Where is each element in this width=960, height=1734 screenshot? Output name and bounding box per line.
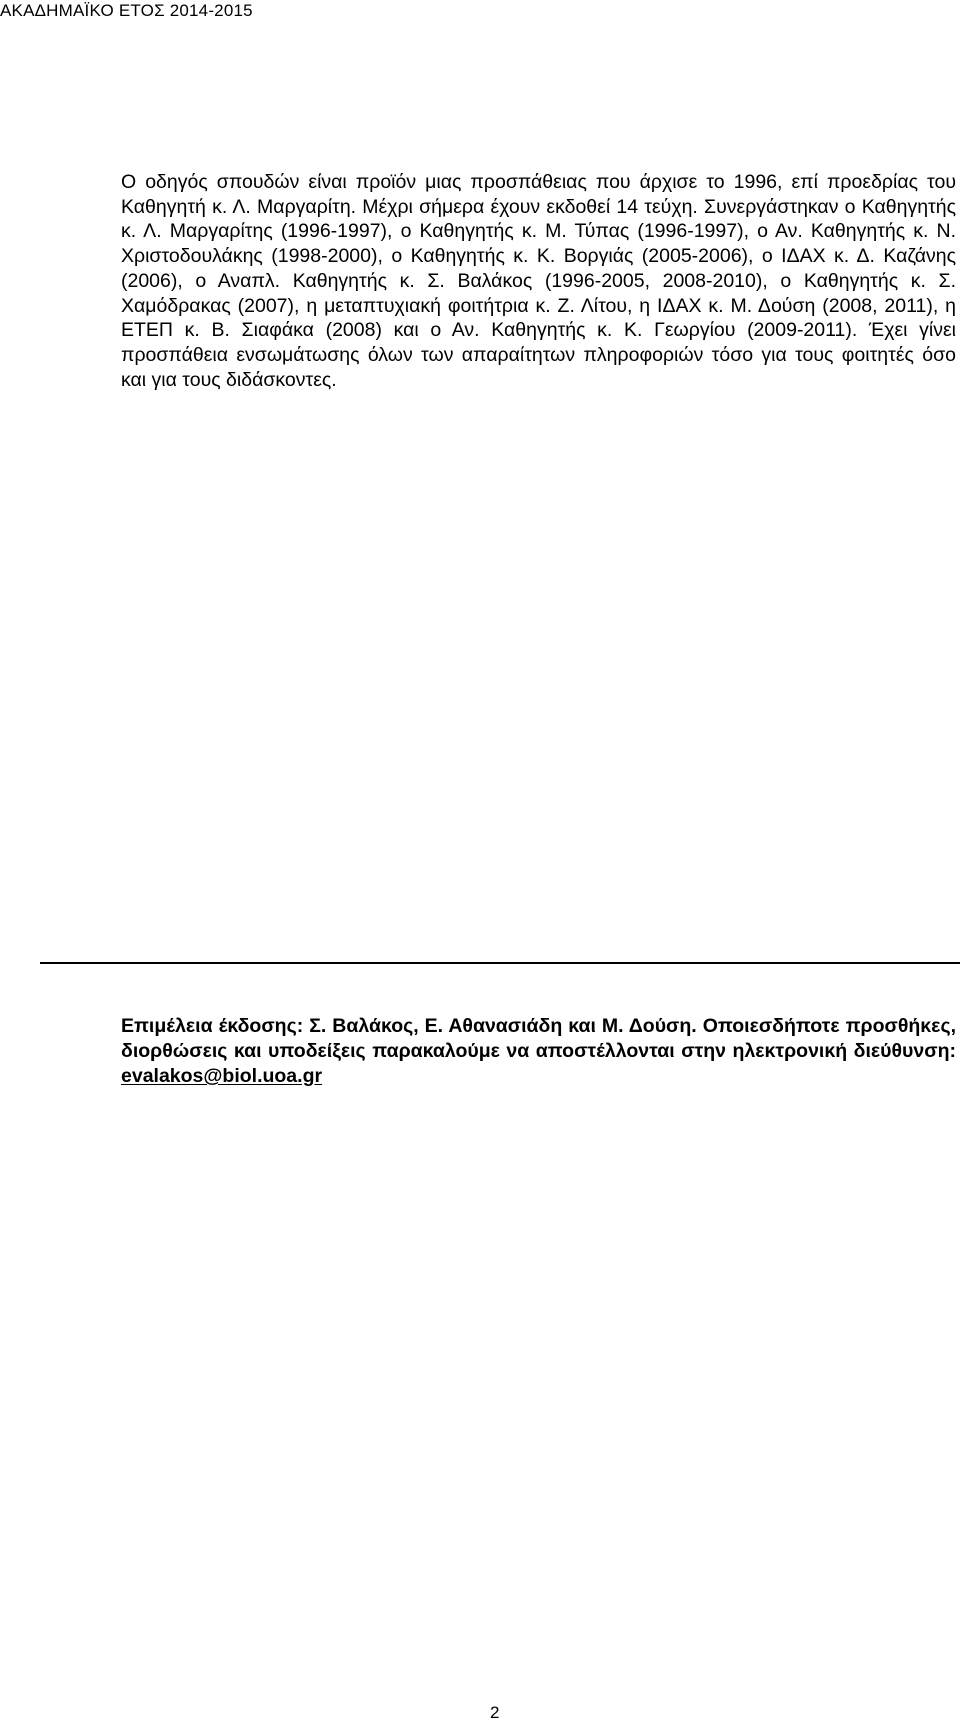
section-divider — [40, 962, 960, 964]
intro-paragraph: Ο οδηγός σπουδών είναι προϊόν μιας προσπάθειας που άρχισε το 1996, επί προεδρίας του Καθηγητή κ. Λ. Μαργαρίτη. Μέχρι σήμερα έχουν εκδοθεί 14 τεύχη. Συνεργάστηκαν ο Καθηγητής κ. Λ. Μαργαρίτης (1996-1997), ο Καθηγητής κ. Μ. Τύπας (1996-1997), ο Αν. Καθηγητής κ. Ν. Χριστοδουλάκης (1998-2000), ο Καθηγητής κ. Κ. Βοργιάς (2005-2006), ο ΙΔΑΧ κ. Δ. Καζάνης (2006), ο Αναπλ. Καθηγητής κ. Σ. Βαλάκος (1996-2005, 2008-2010), ο Καθηγητής κ. Σ. Χαμόδρακας (2007), η μεταπτυχιακή φοιτήτρια κ. Ζ. Λίτου, η ΙΔΑΧ κ. Μ. Δούση (2008, 2011), η ΕΤΕΠ κ. Β. Σιαφάκα (2008) και ο Αν. Καθηγητής κ. Κ. Γεωργίου (2009-2011). Έχει γίνει προσπάθεια ενσωμάτωσης όλων των απαραίτητων πληροφοριών τόσο για τους φοιτητές όσο και για τους διδάσκοντες. — [121, 171, 956, 391]
email-link[interactable]: evalakos@biol.uoa.gr — [121, 1065, 323, 1087]
running-header: ΑΚΑΔΗΜΑΪΚΟ ΕΤΟΣ 2014-2015 — [0, 1, 253, 20]
editors-text: Επιμέλεια έκδοσης: Σ. Βαλάκος, Ε. Αθανασιάδη και Μ. Δούση. Οποιεσδήποτε προσθήκες, διορθώσεις και υποδείξεις παρακαλούμε να αποστέλλονται στην ηλεκτρονική διεύθυνση: — [121, 1015, 956, 1062]
page-number: 2 — [490, 1703, 500, 1722]
editors-paragraph — [121, 1014, 956, 1089]
